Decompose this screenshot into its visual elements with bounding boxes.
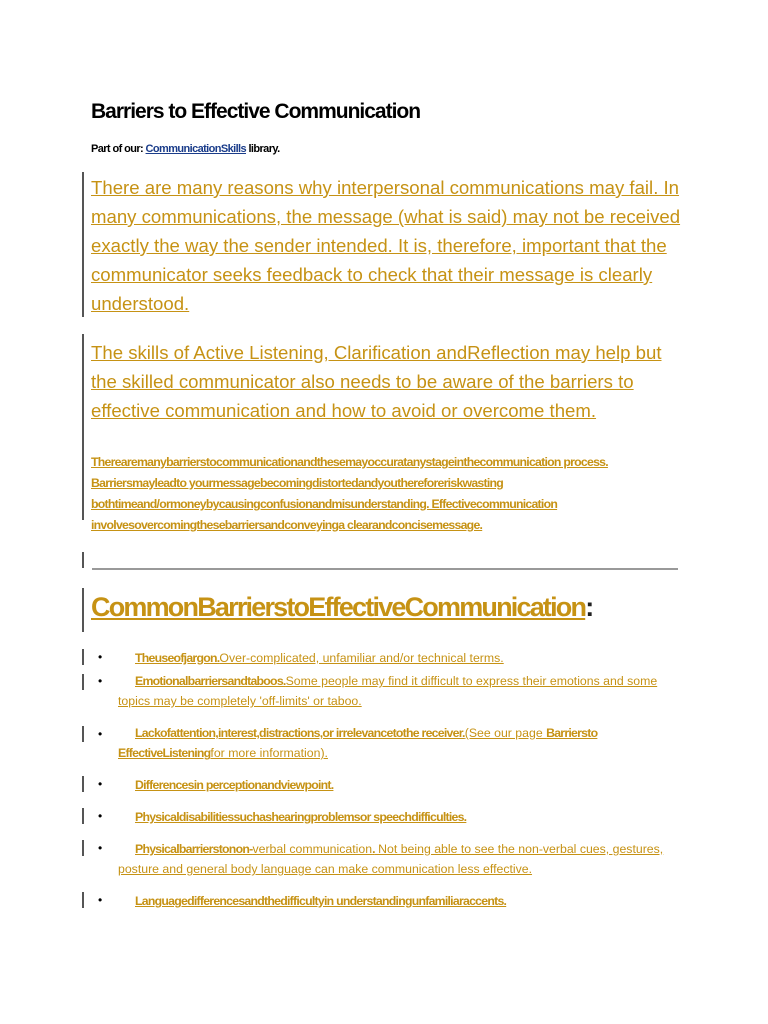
change-bar bbox=[82, 808, 84, 824]
bullet-icon: • bbox=[98, 650, 103, 664]
list-item[interactable]: Physicaldisabilitiessuchashearingproblemsor speechdifficulties. bbox=[135, 810, 467, 824]
barriers-to-effective-listening-link: Barriersto EffectiveListening bbox=[118, 726, 598, 760]
communication-skills-link[interactable]: CommunicationSkills bbox=[145, 143, 247, 155]
bullet-icon: • bbox=[98, 809, 103, 823]
section-heading-text[interactable]: CommonBarrierstoEffectiveCommunication bbox=[91, 592, 586, 622]
section-heading-colon: : bbox=[585, 592, 593, 622]
section-heading bbox=[91, 592, 592, 623]
change-bar bbox=[82, 172, 84, 317]
change-bar bbox=[82, 840, 84, 856]
change-bar bbox=[82, 649, 84, 665]
change-bar bbox=[82, 552, 84, 568]
library-note bbox=[91, 143, 280, 155]
list-item[interactable]: Physicalbarrierstonon-verbal communication. Not being able to see the non-verbal cues, gestures, posture and general body language can make communication less effective. bbox=[118, 842, 664, 876]
bullet-icon: • bbox=[98, 777, 103, 791]
change-bar bbox=[82, 892, 84, 908]
skills-paragraph[interactable]: The skills of Active Listening, Clarification andReflection may help but the skilled communicator also needs to be aware of the barriers to effective communication and how to avoid or overcome them. bbox=[91, 342, 662, 421]
barriers-overview-paragraph[interactable]: Therearemanybarrierstocommunicationandthesemayoccuratanystageinthecommunication process. Barriersmayleadto yourmessagebecomingdistortedandyouthereforeriskwasting bothtimeand/ormoneybycausingconfusionandmisunderstanding. Effectivecommunication involvesovercomingthesebarriersandconveyinga clearandconcisemessage. bbox=[91, 455, 608, 532]
bullet-icon: • bbox=[98, 893, 103, 907]
library-note-suffix: library. bbox=[246, 143, 280, 155]
list-item[interactable]: Languagedifferencesandthedifficultyin understandingunfamiliaraccents. bbox=[135, 894, 507, 908]
horizontal-rule bbox=[92, 568, 678, 570]
intro-paragraph[interactable]: There are many reasons why interpersonal communications may fail. In many communications, the message (what is said) may not be received exactly the way the sender intended. It is, therefore, important that the communicator seeks feedback to check that their message is clearly understood. bbox=[91, 177, 681, 314]
change-bar bbox=[82, 588, 84, 632]
list-item[interactable]: Theuseofjargon.Over-complicated, unfamiliar and/or technical terms. bbox=[135, 651, 504, 665]
bullet-icon: • bbox=[98, 674, 103, 688]
bullet-icon: • bbox=[98, 841, 103, 855]
page-title: Barriers to Effective Communication bbox=[91, 100, 421, 123]
bullet-icon: • bbox=[98, 727, 103, 741]
change-bar bbox=[82, 776, 84, 792]
list-item[interactable]: Differencesin perceptionandviewpoint. bbox=[135, 778, 334, 792]
library-note-prefix: Part of our: bbox=[91, 143, 146, 155]
change-bar bbox=[82, 726, 84, 742]
list-item[interactable]: Emotionalbarriersandtaboos.Some people may find it difficult to express their emotions and some topics may be completely 'off-limits' or taboo. bbox=[118, 674, 658, 708]
change-bar bbox=[82, 674, 84, 690]
list-item[interactable]: Lackofattention,interest,distractions,or irrelevancetothe receiver.(See our page Barriersto EffectiveListeningfor more information). bbox=[118, 726, 598, 760]
change-bar bbox=[82, 334, 84, 520]
